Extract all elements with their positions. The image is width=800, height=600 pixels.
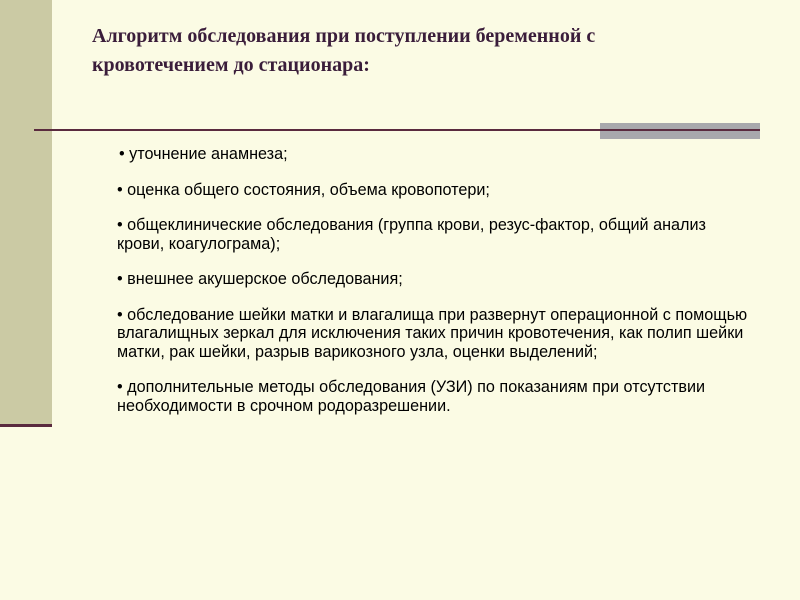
list-item: • внешнее акушерское обследования; [117, 270, 403, 288]
slide-title: Алгоритм обследования при поступлении беременной с кровотечением до стационара: [92, 25, 596, 76]
title-divider-block [600, 123, 760, 139]
bullet-list [117, 145, 757, 432]
left-accent-underline [0, 424, 52, 427]
title-divider [34, 129, 600, 131]
list-item: • оценка общего состояния, объема кровопотери; [117, 180, 490, 199]
list-item: • общеклинические обследования (группа крови, резус-фактор, общий анализ крови, коагулограма); [117, 216, 706, 253]
left-accent-bar [0, 0, 52, 426]
list-item: • обследование шейки матки и влагалища при развернут операционной с помощью влагалищных зеркал для исключения таких причин кровотечения, как полип шейки матки, рак шейки, разрыв варикозного узла, оценки выделений; [117, 305, 748, 361]
list-item: • дополнительные методы обследования (УЗИ) по показаниям при отсутствии необходимости в срочном родоразрешении. [117, 378, 706, 415]
list-item: • уточнение анамнеза; [119, 145, 288, 163]
